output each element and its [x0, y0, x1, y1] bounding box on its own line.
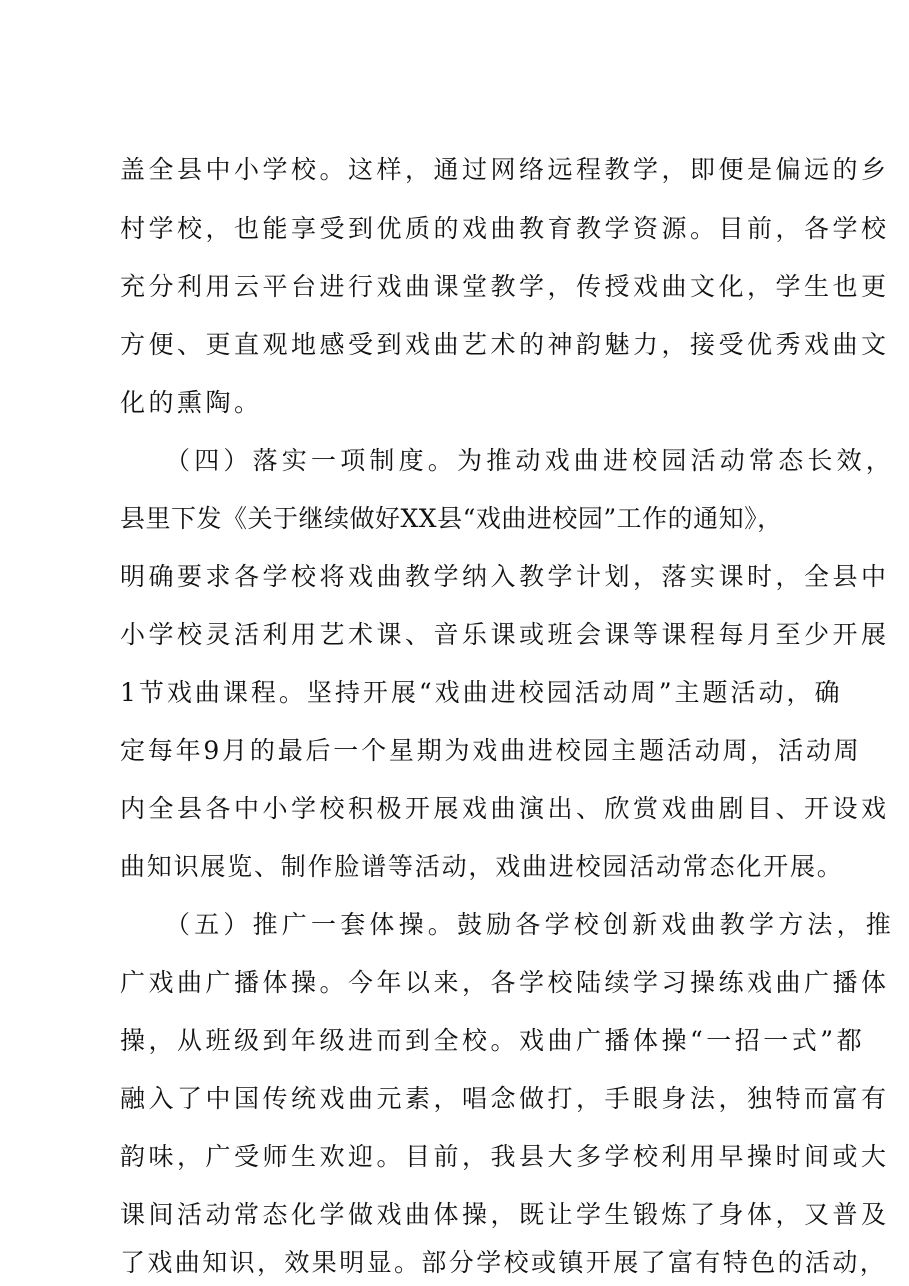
text-line: 小学校灵活利用艺术课、音乐课或班会课等课程每月至少开展 — [120, 620, 890, 649]
text-line: 广戏曲广播体操。今年以来，各学校陆续学习操练戏曲广播体 — [120, 968, 890, 997]
text-line: 明确要求各学校将戏曲教学纳入教学计划，落实课时，全县中 — [120, 562, 890, 591]
text-line: 县里下发《关于继续做好XX县“戏曲进校园”工作的通知》， — [120, 504, 783, 533]
text-line: 定每年9月的最后一个星期为戏曲进校园主题活动周，活动周 — [120, 736, 862, 765]
text-line: 盖全县中小学校。这样，通过网络远程教学，即便是偏远的乡 — [120, 155, 890, 184]
text-line: 1节戏曲课程。坚持开展“戏曲进校园活动周”主题活动，确 — [120, 678, 843, 707]
section-heading-line: （四）落实一项制度。为推动戏曲进校园活动常态长效， — [165, 446, 896, 475]
text-line: 充分利用云平台进行戏曲课堂教学，传授戏曲文化，学生也更 — [120, 272, 890, 301]
text-line: 村学校，也能享受到优质的戏曲教育教学资源。目前，各学校 — [120, 214, 890, 243]
text-line: 韵味，广受师生欢迎。目前，我县大多学校利用早操时间或大 — [120, 1142, 890, 1171]
text-line: 课间活动常态化学做戏曲体操，既让学生锻炼了身体，又普及 — [120, 1200, 890, 1229]
text-line: 内全县各中小学校积极开展戏曲演出、欣赏戏曲剧目、开设戏 — [120, 794, 890, 823]
text-line: 化的熏陶。 — [120, 388, 263, 417]
text-line: 了戏曲知识，效果明显。部分学校或镇开展了富有特色的活动， — [120, 1248, 888, 1277]
section-heading-line: （五）推广一套体操。鼓励各学校创新戏曲教学方法，推 — [165, 910, 896, 939]
text-line: 操，从班级到年级进而到全校。戏曲广播体操“一招一式”都 — [120, 1026, 866, 1055]
text-line: 方便、更直观地感受到戏曲艺术的神韵魅力，接受优秀戏曲文 — [120, 330, 890, 359]
text-line: 融入了中国传统戏曲元素，唱念做打，手眼身法，独特而富有 — [120, 1084, 890, 1113]
text-line: 曲知识展览、制作脸谱等活动，戏曲进校园活动常态化开展。 — [120, 852, 844, 881]
